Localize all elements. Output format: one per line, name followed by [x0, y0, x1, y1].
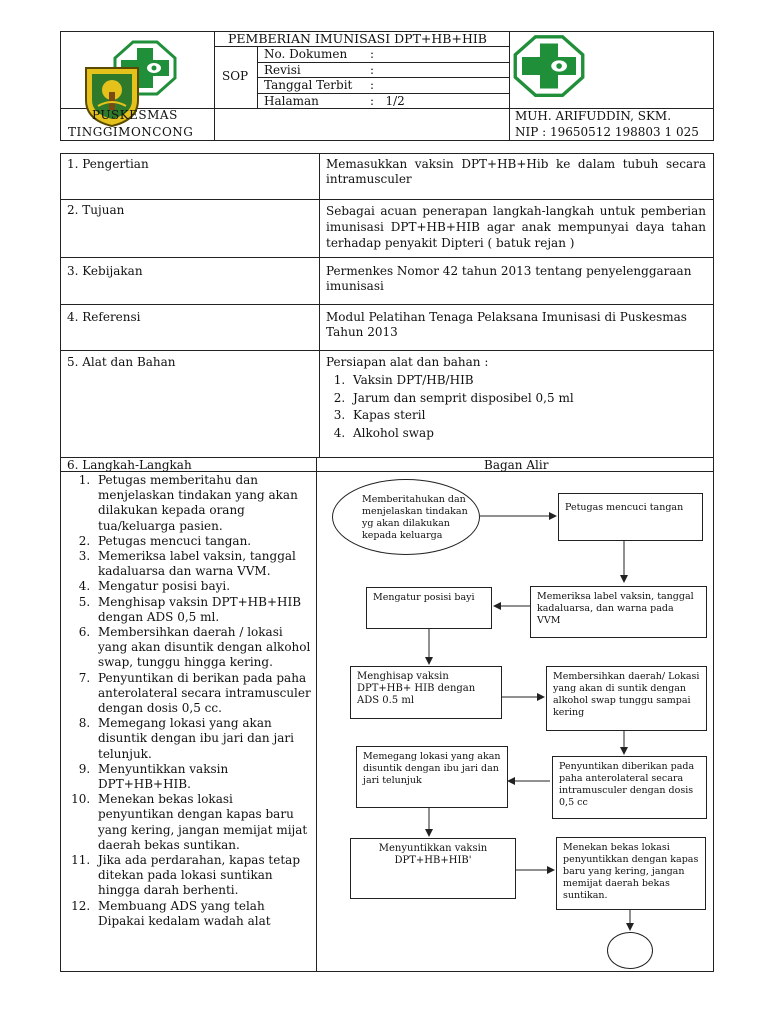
step-item: 7. Penyuntikan di berikan pada paha anterolateral secara intramusculer dengan dosis 0,5 cc.: [94, 671, 312, 717]
flow-box-press: Menekan bekas lokasi penyuntikkan dengan kapas baru yang kering, jangan memijat daerah bekas suntikan.: [556, 837, 706, 910]
step-item: 4. Mengatur posisi bayi.: [94, 579, 312, 594]
step-item: 5. Menghisap vaksin DPT+HB+HIB dengan ADS 0,5 ml.: [94, 595, 312, 625]
field-value-no-dokumen: :: [370, 47, 375, 61]
section-content-tujuan: Sebagai acuan penerapan langkah-langkah untuk pemberian imunisasi DPT+HB+HIB agar anak mempunyai daya tahan terhadap penyakit Dipteri ( batuk rejan ): [326, 204, 706, 250]
official-name: MUH. ARIFUDDIN, SKM.: [515, 109, 672, 123]
step-item: 12. Membuang ADS yang telah Dipakai kedalam wadah alat: [94, 899, 312, 929]
flow-box-inject-site: Penyuntikan diberikan pada paha anterolateral secara intramusculer dengan dosis 0,5 cc: [552, 756, 707, 819]
field-value-tanggal-terbit: :: [370, 78, 375, 92]
flow-box-position: Mengatur posisi bayi: [366, 587, 492, 629]
section-label-tujuan: 2. Tujuan: [67, 203, 125, 217]
step-item: 6. Membersihkan daerah / lokasi yang akan disuntik dengan alkohol swap, tunggu hingga kering.: [94, 625, 312, 671]
section-content-pengertian: Memasukkan vaksin DPT+HB+Hib ke dalam tubuh secara intramusculer: [326, 157, 706, 186]
tools-item: 3. Kapas steril: [349, 407, 705, 425]
field-value-revisi: :: [370, 63, 375, 77]
section-label-kebijakan: 3. Kebijakan: [67, 264, 143, 278]
flow-box-hold: Memegang lokasi yang akan disuntik dengan ibu jari dan jari telunjuk: [356, 746, 508, 808]
section-label-langkah: 6. Langkah-Langkah: [67, 458, 192, 472]
flow-end-oval: [607, 932, 653, 969]
field-label-halaman: Halaman: [264, 94, 319, 108]
official-nip: NIP : 19650512 198803 1 025: [515, 125, 699, 139]
field-label-tanggal-terbit: Tanggal Terbit: [264, 78, 353, 92]
step-item: 8. Memegang lokasi yang akan disuntik dengan ibu jari dan jari telunjuk.: [94, 716, 312, 762]
section-label-alat-bahan: 5. Alat dan Bahan: [67, 355, 176, 369]
tools-item: 4. Alkohol swap: [349, 425, 705, 443]
step-item: 11. Jika ada perdarahan, kapas tetap ditekan pada lokasi suntikan hingga darah berhenti.: [94, 853, 312, 899]
field-label-revisi: Revisi: [264, 63, 301, 77]
section-content-referensi: Modul Pelatihan Tenaga Pelaksana Imunisasi di Puskesmas Tahun 2013: [326, 310, 687, 339]
flow-box-draw: Menghisap vaksin DPT+HB+ HIB dengan ADS 0.5 ml: [350, 666, 502, 719]
tools-item: 1. Vaksin DPT/HB/HIB: [349, 372, 705, 390]
flow-box-check: Memeriksa label vaksin, tanggal kadaluarsa, dan warna pada VVM: [530, 586, 707, 638]
step-item: 2. Petugas mencuci tangan.: [94, 534, 312, 549]
field-label-no-dokumen: No. Dokumen: [264, 47, 348, 61]
step-item: 10. Menekan bekas lokasi penyuntikan dengan kapas baru yang kering, jangan memijat mijat daerah bekas suntikan.: [94, 792, 312, 853]
sop-label: SOP: [222, 69, 249, 83]
step-item: 3. Memeriksa label vaksin, tanggal kadaluarsa dan warna VVM.: [94, 549, 312, 579]
section-content-kebijakan: Permenkes Nomor 42 tahun 2013 tentang penyelenggaraan imunisasi: [326, 264, 692, 293]
step-item: 9. Menyuntikkan vaksin DPT+HB+HIB.: [94, 762, 312, 792]
flow-header: Bagan Alir: [484, 458, 549, 472]
field-value-halaman: : 1/2: [370, 94, 405, 108]
org-name-line1: PUSKESMAS: [92, 108, 178, 122]
flow-box-clean: Membersihkan daerah/ Lokasi yang akan di suntik dengan alkohol swap tunggu sampai kering: [546, 666, 707, 731]
flow-box-wash: Petugas mencuci tangan: [558, 493, 703, 541]
org-name-line2: TINGGIMONCONG: [68, 125, 194, 139]
flow-start-text: Memberitahukan dan menjelaskan tindakan yg akan dilakukan kepada keluarga: [362, 494, 468, 541]
tools-item: 2. Jarum dan semprit disposibel 0,5 ml: [349, 390, 705, 408]
step-item: 1. Petugas memberitahu dan menjelaskan tindakan yang akan dilakukan kepada orang tua/keluarga pasien.: [94, 473, 312, 534]
sop-title: PEMBERIAN IMUNISASI DPT+HB+HIB: [228, 31, 487, 46]
section-label-referensi: 4. Referensi: [67, 310, 141, 324]
section-label-pengertian: 1. Pengertian: [67, 157, 149, 171]
section-intro-alat-bahan: Persiapan alat dan bahan :: [326, 355, 489, 369]
flow-box-inject: Menyuntikkan vaksin DPT+HB+HIB': [350, 838, 516, 899]
